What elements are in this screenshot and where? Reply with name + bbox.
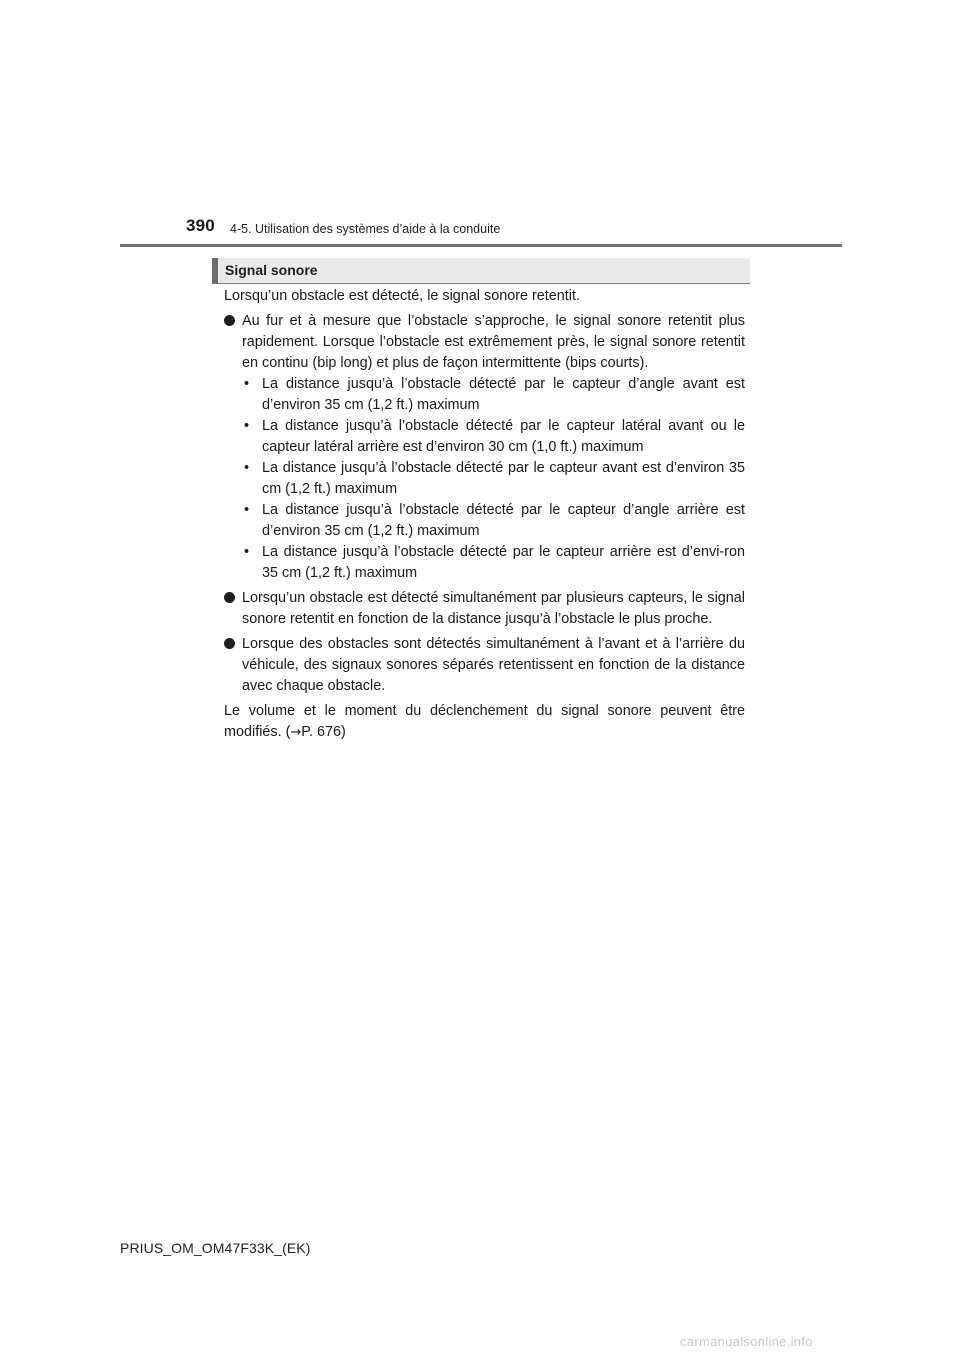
- footer-doc-code: PRIUS_OM_OM47F33K_(EK): [120, 1240, 311, 1256]
- sub-item-text: La distance jusqu’à l’obstacle détecté par le capteur d’angle arrière est d’environ 35 cm (1,2 ft.) maximum: [262, 502, 745, 539]
- sub-item-text: La distance jusqu’à l’obstacle détecté par le capteur arrière est d’envi-ron 35 cm (1,2 ft.) maximum: [262, 544, 745, 581]
- bullet-item: [224, 634, 745, 697]
- section-heading-bar: [212, 258, 750, 284]
- bullet-item: [224, 311, 745, 584]
- closing-paragraph: [224, 701, 745, 743]
- sub-item-marker: •: [244, 418, 250, 434]
- sub-item: [224, 458, 745, 500]
- sub-item: [224, 542, 745, 584]
- intro-paragraph: Lorsqu’un obstacle est détecté, le signal sonore retentit.: [224, 288, 580, 304]
- bullet-text: Lorsque des obstacles sont détectés simultanément à l’avant et à l’arrière du véhicule, des signaux sonores séparés retentissent en fonction de la distance avec chaque obstacle.: [242, 636, 745, 694]
- bullet-dot-icon: [224, 315, 235, 326]
- sub-item-marker: •: [244, 376, 250, 392]
- sub-item-marker: •: [244, 502, 250, 518]
- sub-item: [224, 500, 745, 542]
- sub-item: [224, 374, 745, 416]
- bullet-text: Au fur et à mesure que l’obstacle s’approche, le signal sonore retentit plus rapidement. Lorsque l’obstacle est extrêmement près, le signal sonore retentit en continu (bip long) et plus de façon intermittente (bips courts).: [242, 313, 745, 371]
- page-reference-link[interactable]: P. 676): [301, 724, 346, 740]
- arrow-icon: →: [290, 725, 302, 740]
- bullet-item: [224, 588, 745, 630]
- closing-text: Le volume et le moment du déclenchement du signal sonore peuvent être modifiés. (: [224, 703, 745, 740]
- sub-item-text: La distance jusqu’à l’obstacle détecté par le capteur avant est d’environ 35 cm (1,2 ft.) maximum: [262, 460, 745, 497]
- bullet-text: Lorsqu’un obstacle est détecté simultanément par plusieurs capteurs, le signal sonore retentit en fonction de la distance jusqu’à l’obstacle le plus proche.: [242, 590, 745, 627]
- sub-item-text: La distance jusqu’à l’obstacle détecté par le capteur latéral avant ou le capteur latéral arrière est d’environ 30 cm (1,0 ft.) maximum: [262, 418, 745, 455]
- section-accent: [212, 258, 218, 283]
- sub-item: [224, 416, 745, 458]
- page-number: 390: [186, 216, 215, 235]
- bullet-dot-icon: [224, 638, 235, 649]
- sub-item-marker: •: [244, 544, 250, 560]
- sub-item-text: La distance jusqu’à l’obstacle détecté par le capteur d’angle avant est d’environ 35 cm (1,2 ft.) maximum: [262, 376, 745, 413]
- sub-item-marker: •: [244, 460, 250, 476]
- watermark: carmanualsonline.info: [680, 1334, 813, 1349]
- bullet-dot-icon: [224, 592, 235, 603]
- header-rule: [120, 244, 842, 247]
- section-title: Signal sonore: [225, 262, 318, 278]
- body-content: [224, 286, 745, 743]
- running-head: 4-5. Utilisation des systèmes d’aide à la conduite: [230, 222, 501, 236]
